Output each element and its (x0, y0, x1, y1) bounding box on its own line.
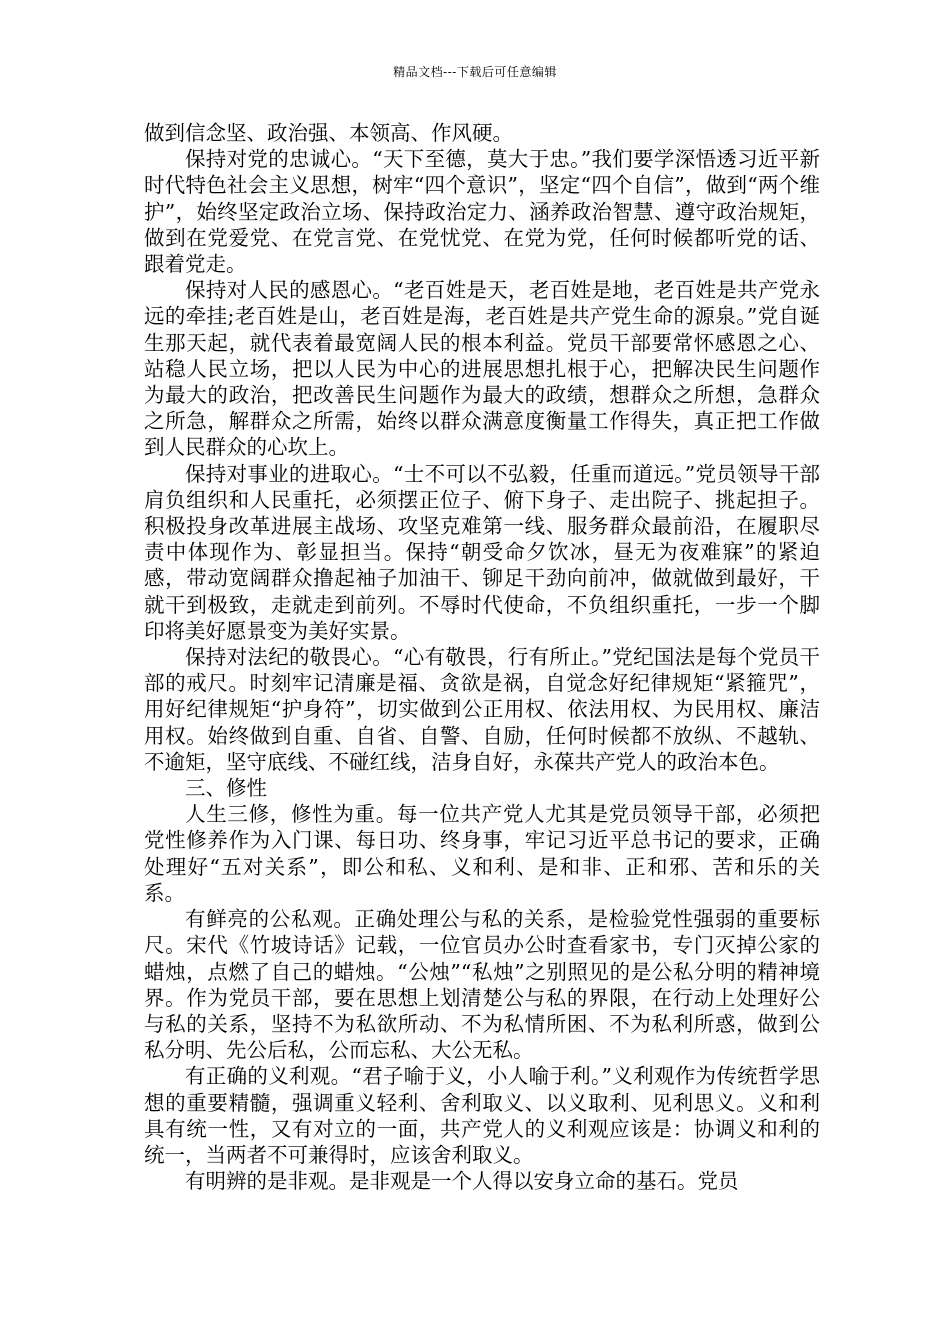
page-header: 精品文档---下载后可任意编辑 (393, 65, 557, 79)
paragraph: 有明辨的是非观。是非观是一个人得以安身立命的基石。党员 (185, 1169, 739, 1194)
paragraph: 保持对事业的进取心。“士不可以不弘毅，任重而道远。”党员领导干部肩负组织和人民重托，必须摆正位子、俯下身子、走出院子、挑起担子。积极投身改革进展主战场、攻坚克难第一线、服务群众最前沿，在履职尽责中体现作为、彰显担当。保持“朝受命夕饮冰，昼无为夜难寐”的紧迫感，带动宽阔群众撸起袖子加油干、铆足干劲向前冲，做就做到最好，干就干到极致，走就走到前列。不辱时代使命，不负组织重托，一步一个脚印将美好愿景变为美好实景。 (144, 461, 820, 643)
paragraph: 有鲜亮的公私观。正确处理公与私的关系，是检验党性强弱的重要标尺。宋代《竹坡诗话》记载，一位官员办公时查看家书，专门灭掉公家的蜡烛，点燃了自己的蜡烛。“公烛”“私烛”之别照见的是公私分明的精神境界。作为党员干部，要在思想上划清楚公与私的界限，在行动上处理好公与私的关系，坚持不为私欲所动、不为私情所困、不为私利所惑，做到公私分明、先公后私，公而忘私、大公无私。 (144, 907, 820, 1063)
document-body (144, 120, 820, 1194)
section-heading: 三、修性 (185, 776, 267, 801)
paragraph: 保持对人民的感恩心。“老百姓是天，老百姓是地，老百姓是共产党永远的牵挂;老百姓是山，老百姓是海，老百姓是共产党生命的源泉。”党自诞生那天起，就代表着最宽阔人民的根本利益。党员干部要常怀感恩之心、站稳人民立场，把以人民为中心的进展思想扎根于心，把解决民生问题作为最大的政治，把改善民生问题作为最大的政绩，想群众之所想，急群众之所急，解群众之所需，始终以群众满意度衡量工作得失，真正把工作做到人民群众的心坎上。 (144, 278, 820, 460)
paragraph: 人生三修，修性为重。每一位共产党人尤其是党员领导干部，必须把党性修养作为入门课、每日功、终身事，牢记习近平总书记的要求，正确处理好“五对关系”，即公和私、义和利、是和非、正和邪、苦和乐的关系。 (144, 802, 820, 905)
paragraph: 做到信念坚、政治强、本领高、作风硬。 (144, 121, 513, 145)
paragraph: 保持对法纪的敬畏心。“心有敬畏，行有所止。”党纪国法是每个党员干部的戒尺。时刻牢记清廉是福、贪欲是祸，自觉念好纪律规矩“紧箍咒”，用好纪律规矩“护身符”，切实做到公正用权、依法用权、为民用权、廉洁用权。始终做到自重、自省、自警、自励，任何时候都不放纵、不越轨、不逾矩，坚守底线、不碰红线，洁身自好，永葆共产党人的政治本色。 (144, 645, 820, 774)
paragraph: 保持对党的忠诚心。“天下至德，莫大于忠。”我们要学深悟透习近平新时代特色社会主义思想，树牢“四个意识”，坚定“四个自信”，做到“两个维护”，始终坚定政治立场、保持政治定力、涵养政治智慧、遵守政治规矩，做到在党爱党、在党言党、在党忧党、在党为党，任何时候都听党的话、跟着党走。 (144, 147, 820, 277)
paragraph: 有正确的义利观。“君子喻于义，小人喻于利。”义利观作为传统哲学思想的重要精髓，强调重义轻利、舍利取义、以义取利、见利思义。义和利具有统一性，又有对立的一面，共产党人的义利观应该是：协调义和利的统一，当两者不可兼得时，应该舍利取义。 (144, 1064, 820, 1167)
